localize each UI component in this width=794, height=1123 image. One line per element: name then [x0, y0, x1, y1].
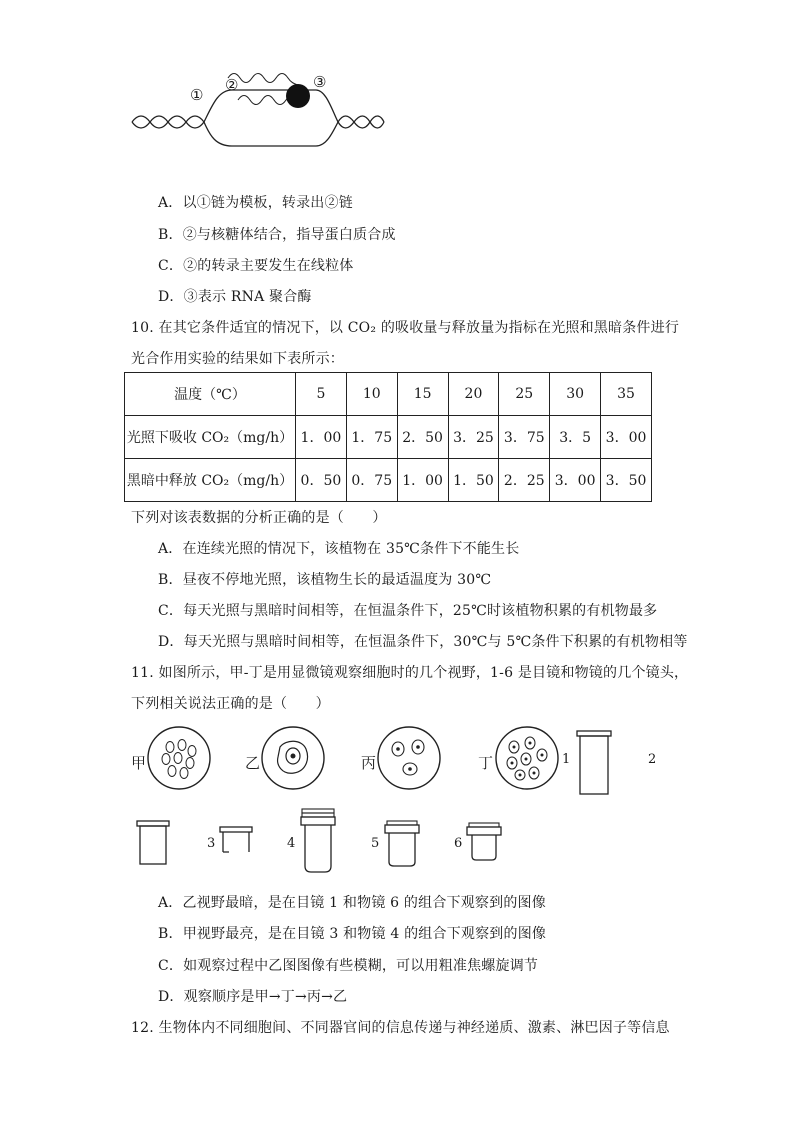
q9-option-c: C．②的转录主要发生在线粒体 [158, 258, 354, 274]
q10-question: 下列对该表数据的分析正确的是（ ） [131, 510, 387, 526]
q9-option-b: B．②与核糖体结合，指导蛋白质合成 [158, 227, 396, 243]
view-label-ding: 丁 [478, 754, 494, 772]
table-row [125, 416, 652, 459]
table-cell: 温度（℃） [125, 373, 296, 416]
diagram-label-3: ③ [313, 73, 327, 91]
lens-6 [466, 822, 502, 862]
table-cell: 0．50 [296, 459, 347, 502]
table-cell: 10 [346, 373, 397, 416]
view-jia [146, 725, 212, 791]
view-label-jia: 甲 [131, 754, 147, 772]
table-row [125, 459, 652, 502]
view-label-bing: 丙 [361, 754, 377, 772]
q12-stem-line1: 12. 生物体内不同细胞间、不同器官间的信息传递与神经递质、激素、淋巴因子等信息 [131, 1020, 670, 1036]
lens-label-6: 6 [454, 836, 463, 851]
table-cell: 1．75 [346, 416, 397, 459]
q10-option-b: B．昼夜不停地光照，该植物生长的最适温度为 30℃ [158, 572, 492, 588]
table-cell: 35 [601, 373, 652, 416]
table-cell: 3．75 [499, 416, 550, 459]
q11-stem-line2: 下列相关说法正确的是（ ） [131, 696, 330, 712]
q11-stem-line1: 11. 如图所示，甲-丁是用显微镜观察细胞时的几个视野，1-6 是目镜和物镜的几个镜头， [131, 665, 689, 681]
table-cell: 3．5 [550, 416, 601, 459]
lens-label-5: 5 [371, 836, 380, 851]
table-cell: 黑暗中释放 CO₂（mg/h） [125, 459, 296, 502]
table-cell: 25 [499, 373, 550, 416]
q9-option-a: A．以①链为模板，转录出②链 [158, 195, 353, 211]
lens-label-3: 3 [207, 836, 216, 851]
q10-option-c: C．每天光照与黑暗时间相等，在恒温条件下，25℃时该植物积累的有机物最多 [158, 603, 658, 619]
table-cell: 3．25 [448, 416, 499, 459]
lens-1 [576, 730, 612, 796]
view-yi [260, 725, 326, 791]
lens-2 [136, 820, 170, 866]
lens-5 [384, 820, 420, 868]
table-cell: 3．00 [550, 459, 601, 502]
polymerase-dot [286, 84, 310, 108]
lens-label-1: 1 [562, 752, 571, 767]
table-cell: 1．00 [397, 459, 448, 502]
q10-stem-line2: 光合作用实验的结果如下表所示： [131, 351, 344, 367]
diagram-label-2: ② [225, 76, 239, 94]
lens-4 [300, 808, 336, 874]
view-bing [376, 725, 442, 791]
view-label-yi: 乙 [245, 754, 261, 772]
diagram-label-1: ① [190, 86, 204, 104]
transcription-diagram [128, 66, 388, 156]
co2-data-table [124, 372, 652, 502]
table-cell: 光照下吸收 CO₂（mg/h） [125, 416, 296, 459]
lens-3 [219, 826, 253, 854]
table-cell: 20 [448, 373, 499, 416]
q9-option-d: D．③表示 RNA 聚合酶 [158, 289, 312, 305]
table-cell: 15 [397, 373, 448, 416]
q10-option-a: A．在连续光照的情况下，该植物在 35℃条件下不能生长 [158, 541, 520, 557]
q11-option-a: A．乙视野最暗，是在目镜 1 和物镜 6 的组合下观察到的图像 [158, 895, 546, 911]
table-cell: 1．50 [448, 459, 499, 502]
q10-option-d: D．每天光照与黑暗时间相等，在恒温条件下，30℃与 5℃条件下积累的有机物相等 [158, 634, 688, 650]
q11-option-b: B．甲视野最亮，是在目镜 3 和物镜 4 的组合下观察到的图像 [158, 926, 547, 942]
table-cell: 2．50 [397, 416, 448, 459]
view-ding [494, 725, 560, 791]
q11-option-c: C．如观察过程中乙图图像有些模糊，可以用粗准焦螺旋调节 [158, 958, 539, 974]
lens-label-4: 4 [287, 836, 296, 851]
q11-option-d: D．观察顺序是甲→丁→丙→乙 [158, 989, 348, 1005]
q10-stem-line1: 10. 在其它条件适宜的情况下，以 CO₂ 的吸收量与释放量为指标在光照和黑暗条件进行 [131, 320, 680, 336]
table-header-row [125, 373, 652, 416]
table-cell: 5 [296, 373, 347, 416]
table-cell: 3．50 [601, 459, 652, 502]
table-cell: 2．25 [499, 459, 550, 502]
lens-label-2: 2 [648, 752, 657, 767]
table-cell: 0．75 [346, 459, 397, 502]
table-cell: 30 [550, 373, 601, 416]
table-cell: 1．00 [296, 416, 347, 459]
table-cell: 3．00 [601, 416, 652, 459]
